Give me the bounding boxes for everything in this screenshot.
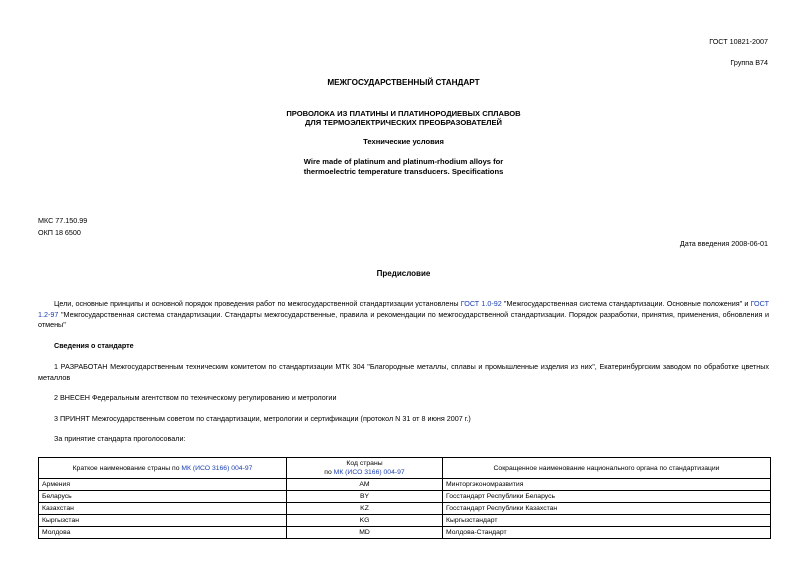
info-item-2: 2 ВНЕСЕН Федеральным агентством по техническому регулированию и метрологии — [54, 393, 337, 402]
table-row — [39, 503, 771, 515]
body-cell: Молдова-Стандарт — [443, 527, 771, 539]
info-heading: Сведения о стандарте — [54, 341, 134, 350]
header-code: Код страны по МК (ИСО 3166) 004-97 — [287, 458, 443, 479]
title-line-2: ДЛЯ ТЕРМОЭЛЕКТРИЧЕСКИХ ПРЕОБРАЗОВАТЕЛЕЙ — [304, 118, 502, 127]
gost-1-0-92-link[interactable]: ГОСТ 1.0-92 — [460, 299, 502, 308]
title-line-1: ПРОВОЛОКА ИЗ ПЛАТИНЫ И ПЛАТИНОРОДИЕВЫХ СПЛАВОВ — [286, 109, 521, 118]
english-title-line-1: Wire made of platinum and platinum-rhodium alloys for — [303, 157, 504, 166]
table-row — [39, 527, 771, 539]
country-cell: Беларусь — [39, 491, 287, 503]
group-code: Группа В74 — [730, 58, 768, 67]
code-cell: KZ — [287, 503, 443, 515]
body-cell: Госстандарт Республики Беларусь — [443, 491, 771, 503]
country-cell: Молдова — [39, 527, 287, 539]
code-cell: AM — [287, 479, 443, 491]
table-row — [39, 491, 771, 503]
mk-iso-link[interactable]: МК (ИСО 3166) 004-97 — [181, 464, 253, 472]
preface-paragraph: Цели, основные принципы и основной порядок проведения работ по межгосударственной стандартизации установлены ГОСТ 1.0-92 "Межгосударственная система стандартизации. Основные положения" и ГОСТ 1.2-97 "Межгосударственная система стандартизации. Стандарты межгосударственные, правила и рекомендации по межгосударственной стандартизации. Порядок разработки, принятия, применения, обновления и отмены" — [38, 299, 769, 329]
table-row — [39, 479, 771, 491]
body-cell: Кыргызстандарт — [443, 515, 771, 527]
voted-caption: За принятие стандарта проголосовали: — [54, 434, 186, 443]
intro-date: Дата введения 2008-06-01 — [679, 239, 768, 248]
gost-1-2-97-link[interactable]: ГОСТ 1.2-97 — [38, 299, 769, 319]
english-title-line-2: thermoelectric temperature transducers. Specifications — [303, 167, 504, 176]
table-header-row — [39, 458, 771, 479]
code-cell: MD — [287, 527, 443, 539]
body-cell: Госстандарт Республики Казахстан — [443, 503, 771, 515]
body-cell: Минторгэкономразвития — [443, 479, 771, 491]
mks-code: МКС 77.150.99 — [38, 216, 88, 225]
subtitle: Технические условия — [363, 137, 444, 146]
okp-code: ОКП 18 6500 — [38, 228, 81, 237]
preface-heading: Предисловие — [376, 269, 431, 278]
header-country: Краткое наименование страны по МК (ИСО 3166) 004-97 — [39, 458, 287, 479]
mk-iso-link[interactable]: МК (ИСО 3166) 004-97 — [333, 469, 405, 476]
country-cell: Армения — [39, 479, 287, 491]
countries-table — [38, 457, 771, 539]
code-cell: KG — [287, 515, 443, 527]
standard-type: МЕЖГОСУДАРСТВЕННЫЙ СТАНДАРТ — [327, 78, 480, 87]
code-cell: BY — [287, 491, 443, 503]
info-item-3: 3 ПРИНЯТ Межгосударственным советом по стандартизации, метрологии и сертификации (протокол N 31 от 8 июня 2007 г.) — [54, 414, 471, 423]
country-cell: Казахстан — [39, 503, 287, 515]
table-row — [39, 515, 771, 527]
country-cell: Кыргызстан — [39, 515, 287, 527]
header-body: Сокращенное наименование национального органа по стандартизации — [443, 458, 771, 479]
gost-number: ГОСТ 10821-2007 — [709, 37, 768, 46]
info-item-1: 1 РАЗРАБОТАН Межгосударственным техническим комитетом по стандартизации МТК 304 "Благородные металлы, сплавы и промышленные изделия из них", Екатеринбургским заводом по обработке цветных металлов — [38, 362, 769, 382]
